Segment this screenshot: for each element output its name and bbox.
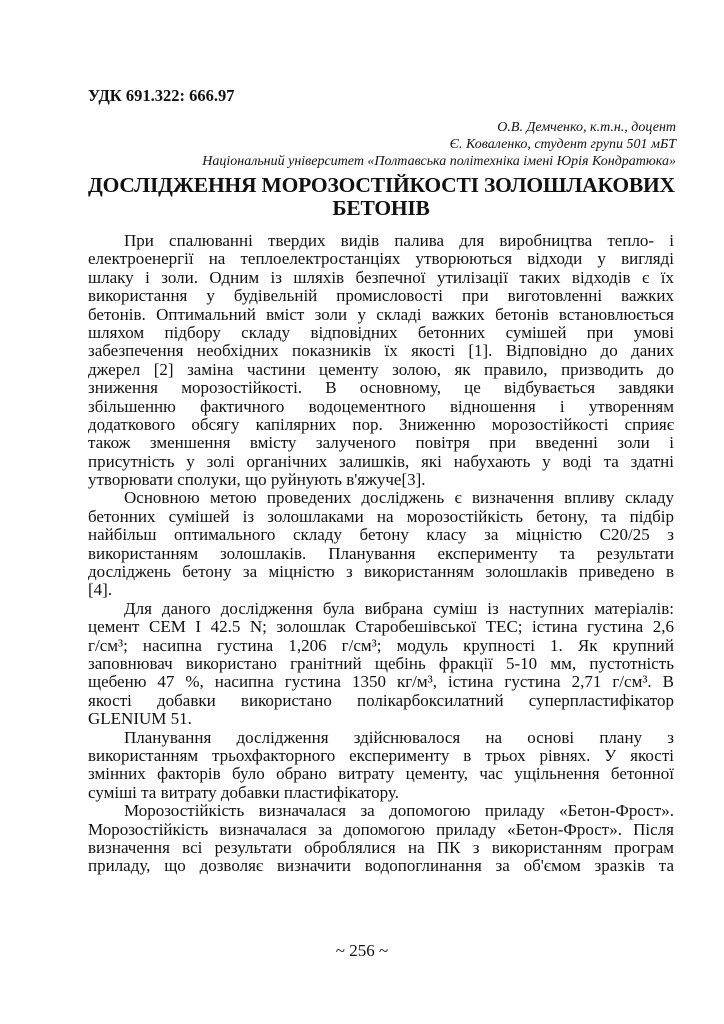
text-line: присутність у золі органічних залишків, які набухають у воді та здатні [88,451,674,471]
page-number: ~ 256 ~ [335,941,389,960]
article-title-line-1: ДОСЛІДЖЕННЯ МОРОЗОСТІЙКОСТІ ЗОЛОШЛАКОВИХ [88,173,675,197]
text-line: Планування дослідження здійснювалося на основі плану з [124,727,674,747]
text-line: забезпечення необхідних показників їх якості [1]. Відповідно до даних [88,341,674,361]
text-line: визначення всі результати оброблялися на ПК з використанням програм [88,837,674,857]
paragraph [88,802,674,876]
text-line: використанням трьохфакторного експерименту в трьох рівнях. У якості [88,745,674,765]
text-line: щебеню 47 %, насипна густина 1350 кг/м³, істина густина 2,71 г/см³. В [88,672,674,692]
text-line: При спалюванні твердих видів палива для виробництва тепло- і [124,231,674,250]
text-line: також зменшення вмісту залученого повітря при введенні золи і [88,433,674,453]
text-line: Морозостійкість визначалася за допомогою приладу «Бетон-Фрост». Після [88,819,674,839]
text-line: бетонних сумішей із золошлаками на морозостійкість бетону, та підбір [88,506,674,526]
text-line: заповнювач використано гранітний щебінь фракції 5-10 мм, пустотність [88,653,674,673]
paragraph [88,600,674,729]
text-line: використання у будівельній промисловості при виготовленні важких [88,286,674,306]
affiliation: Національний університет «Полтавська політехніка імені Юрія Кондратюка» [202,154,676,169]
text-line: додаткового обсягу капілярних пор. Зниженню морозостійкості сприяє [88,414,674,434]
text-line: найбільш оптимального складу бетону класу за міцністю С20/25 з [88,525,674,545]
text-line: джерел [2] заміна частини цементу золою, як правило, призводить до [88,359,674,379]
article-body [88,232,674,876]
article-title-line-2: БЕТОНІВ [332,196,430,220]
author-2: Є. Коваленко, студент групи 501 мБТ [449,137,676,152]
text-line: шлаку і золи. Одним із шляхів безпечної утилізації таких відходів є їх [88,267,674,287]
text-line: електроенергії на теплоелектростанціях утворюються відходи у вигляді [88,249,674,269]
paragraph [88,729,674,803]
text-line: цемент CEM I 42.5 N; золошлак Старобешівської ТЕС; істина густина 2,6 [88,617,674,637]
text-line: Для даного дослідження була вибрана суміш із наступних матеріалів: [124,598,674,618]
text-line: використанням золошлаків. Планування експерименту та результати [88,543,674,563]
author-1: О.В. Демченко, к.т.н., доцент [497,120,676,135]
text-line: шляхом підбору складу відповідних бетонних сумішей при умові [88,322,674,342]
text-line: приладу, що дозволяє визначити водопоглинання за об'ємом зразків та [88,856,674,876]
text-line: збільшенню фактичного водоцементного відношення і утворенням [88,396,674,416]
text-line: Морозостійкість визначалася за допомогою приладу «Бетон-Фрост». [124,801,674,821]
text-line: GLENIUM 51. [88,709,192,729]
text-line: Основною метою проведених досліджень є визначення впливу складу [124,488,674,508]
text-line: досліджень бетону за міцністю з використанням золошлаків приведено в [88,562,674,582]
paragraph [88,232,674,489]
text-line: змінних факторів було обрано витрату цементу, час ущільнення бетонної [88,764,674,784]
text-line: якості добавки використано полікарбоксилатний суперпластифікатор [88,690,674,710]
text-line: зниження морозостійкості. В основному, це відбувається завдяки [88,378,674,398]
paragraph [88,489,674,599]
text-line: утворювати сполуки, що руйнують в'яжуче[3]. [88,470,426,490]
udk-code: УДК 691.322: 666.97 [88,86,235,105]
text-line: г/см³; насипна густина 1,206 г/см³; модуль крупності 1. Як крупний [88,635,674,655]
text-line: [4]. [88,580,113,600]
text-line: бетонів. Оптимальний вміст золи у складі важких бетонів встановлюється [88,304,674,324]
text-line: суміші та витрату добавки пластифікатору. [88,782,399,802]
